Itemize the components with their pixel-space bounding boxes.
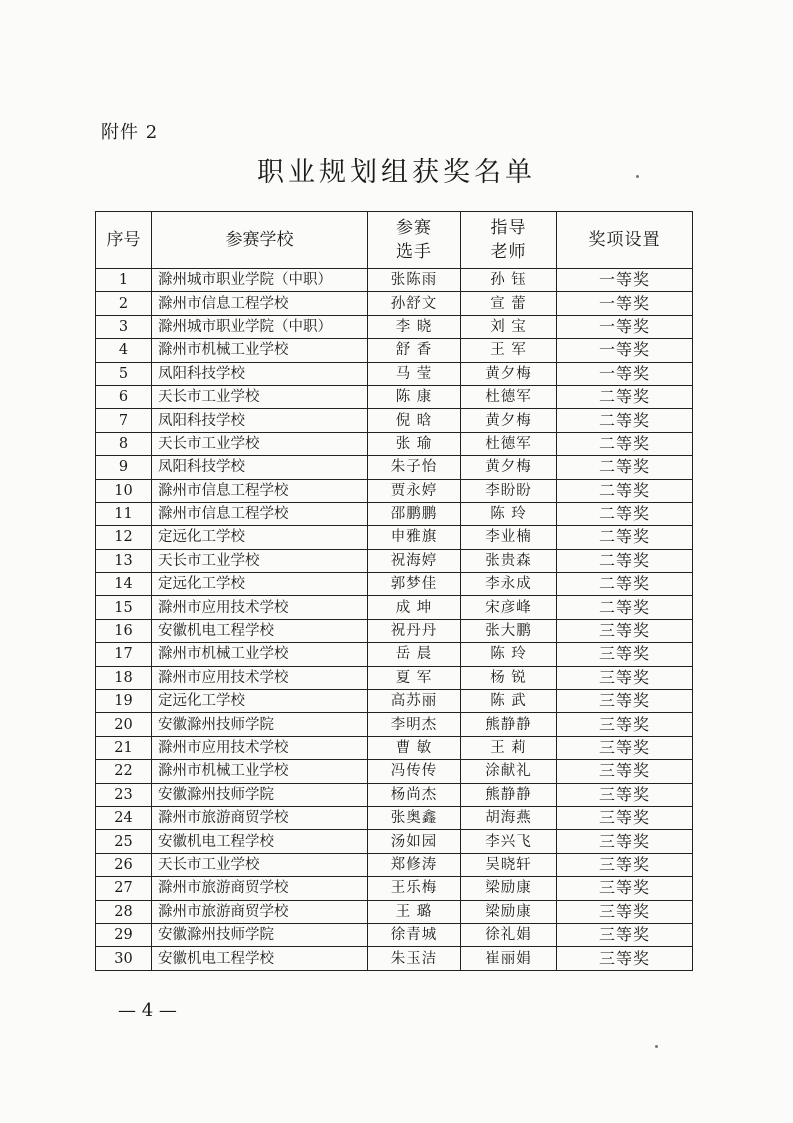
cell-teacher: 涂献礼: [461, 760, 557, 783]
cell-award: 三等奖: [557, 877, 693, 900]
cell-no: 18: [96, 666, 152, 689]
cell-student: 朱玉洁: [368, 947, 461, 970]
cell-no: 15: [96, 596, 152, 619]
cell-award: 三等奖: [557, 666, 693, 689]
cell-award: 一等奖: [557, 292, 693, 315]
cell-teacher: 徐礼娟: [461, 923, 557, 946]
cell-no: 19: [96, 690, 152, 713]
cell-school: 安徽滁州技师学院: [152, 923, 368, 946]
cell-no: 12: [96, 526, 152, 549]
header-student: [368, 212, 461, 269]
cell-teacher: 李兴飞: [461, 830, 557, 853]
cell-no: 17: [96, 643, 152, 666]
header-teacher-line1: 指导: [490, 218, 527, 238]
cell-no: 22: [96, 760, 152, 783]
cell-no: 27: [96, 877, 152, 900]
cell-no: 28: [96, 900, 152, 923]
cell-student: 朱子怡: [368, 456, 461, 479]
cell-no: 10: [96, 479, 152, 502]
cell-student: 汤如园: [368, 830, 461, 853]
cell-teacher: 梁励康: [461, 877, 557, 900]
cell-award: 二等奖: [557, 385, 693, 408]
cell-teacher: 陈 武: [461, 690, 557, 713]
cell-teacher: 孙 钰: [461, 269, 557, 292]
cell-student: 徐青城: [368, 923, 461, 946]
cell-no: 7: [96, 409, 152, 432]
cell-no: 5: [96, 362, 152, 385]
cell-school: 安徽滁州技师学院: [152, 783, 368, 806]
cell-teacher: 宣 蕾: [461, 292, 557, 315]
table-row: [96, 456, 693, 479]
cell-award: 三等奖: [557, 900, 693, 923]
cell-school: 滁州市机械工业学校: [152, 339, 368, 362]
cell-award: 二等奖: [557, 596, 693, 619]
table-row: [96, 643, 693, 666]
header-award: 奖项设置: [557, 212, 693, 269]
cell-no: 25: [96, 830, 152, 853]
cell-award: 二等奖: [557, 549, 693, 572]
cell-teacher: 王 莉: [461, 736, 557, 759]
table-row: [96, 666, 693, 689]
cell-award: 一等奖: [557, 362, 693, 385]
cell-award: 二等奖: [557, 502, 693, 525]
cell-award: 二等奖: [557, 526, 693, 549]
cell-no: 16: [96, 619, 152, 642]
scan-speck: [655, 1045, 658, 1048]
cell-award: 三等奖: [557, 619, 693, 642]
table-row: [96, 362, 693, 385]
cell-school: 凤阳科技学校: [152, 409, 368, 432]
cell-teacher: 李盼盼: [461, 479, 557, 502]
cell-no: 1: [96, 269, 152, 292]
cell-student: 邵鹏鹏: [368, 502, 461, 525]
cell-student: 冯传传: [368, 760, 461, 783]
cell-award: 二等奖: [557, 479, 693, 502]
cell-no: 13: [96, 549, 152, 572]
cell-teacher: 胡海燕: [461, 806, 557, 829]
cell-teacher: 杜德军: [461, 385, 557, 408]
cell-teacher: 吴晓轩: [461, 853, 557, 876]
cell-award: 三等奖: [557, 760, 693, 783]
table-row: [96, 502, 693, 525]
cell-award: 二等奖: [557, 573, 693, 596]
cell-teacher: 梁励康: [461, 900, 557, 923]
cell-school: 天长市工业学校: [152, 549, 368, 572]
cell-student: 祝海婷: [368, 549, 461, 572]
cell-teacher: 陈 玲: [461, 643, 557, 666]
cell-school: 安徽机电工程学校: [152, 830, 368, 853]
table-row: [96, 736, 693, 759]
table-row: [96, 432, 693, 455]
cell-student: 张陈雨: [368, 269, 461, 292]
cell-school: 滁州市旅游商贸学校: [152, 877, 368, 900]
table-row: [96, 596, 693, 619]
cell-award: 一等奖: [557, 339, 693, 362]
table-row: [96, 269, 693, 292]
table-row: [96, 947, 693, 970]
cell-teacher: 刘 宝: [461, 315, 557, 338]
cell-student: 张 瑜: [368, 432, 461, 455]
cell-student: 高苏丽: [368, 690, 461, 713]
table-row: [96, 923, 693, 946]
cell-school: 凤阳科技学校: [152, 362, 368, 385]
page-title: 职业规划组获奖名单: [257, 157, 536, 188]
table-row: [96, 479, 693, 502]
cell-no: 6: [96, 385, 152, 408]
cell-school: 滁州市应用技术学校: [152, 596, 368, 619]
table-row: [96, 830, 693, 853]
cell-teacher: 张贵森: [461, 549, 557, 572]
cell-teacher: 宋彦峰: [461, 596, 557, 619]
cell-no: 21: [96, 736, 152, 759]
table-row: [96, 549, 693, 572]
table-row: [96, 292, 693, 315]
page-number: — 4 —: [118, 1000, 177, 1021]
cell-award: 一等奖: [557, 315, 693, 338]
cell-school: 定远化工学校: [152, 573, 368, 596]
table-row: [96, 619, 693, 642]
cell-student: 王 璐: [368, 900, 461, 923]
cell-school: 安徽滁州技师学院: [152, 713, 368, 736]
table-row: [96, 783, 693, 806]
cell-no: 20: [96, 713, 152, 736]
cell-award: 三等奖: [557, 947, 693, 970]
header-student-line1: 参赛: [396, 218, 432, 238]
header-teacher-line2: 老师: [490, 242, 527, 262]
cell-award: 二等奖: [557, 456, 693, 479]
scan-speck: [636, 175, 639, 178]
cell-student: 夏 军: [368, 666, 461, 689]
cell-teacher: 黄夕梅: [461, 409, 557, 432]
cell-award: 二等奖: [557, 432, 693, 455]
cell-student: 郭梦佳: [368, 573, 461, 596]
table-header-row: [96, 212, 693, 269]
cell-student: 孙舒文: [368, 292, 461, 315]
cell-school: 滁州市信息工程学校: [152, 502, 368, 525]
table-row: [96, 690, 693, 713]
cell-student: 王乐梅: [368, 877, 461, 900]
cell-student: 郑修涛: [368, 853, 461, 876]
cell-school: 安徽机电工程学校: [152, 619, 368, 642]
cell-school: 凤阳科技学校: [152, 456, 368, 479]
cell-award: 三等奖: [557, 923, 693, 946]
table-row: [96, 853, 693, 876]
cell-teacher: 王 军: [461, 339, 557, 362]
header-no: 序号: [96, 212, 152, 269]
table-row: [96, 713, 693, 736]
cell-school: 滁州市信息工程学校: [152, 292, 368, 315]
cell-school: 滁州市旅游商贸学校: [152, 900, 368, 923]
cell-no: 8: [96, 432, 152, 455]
cell-award: 三等奖: [557, 690, 693, 713]
cell-student: 申雅旗: [368, 526, 461, 549]
cell-award: 三等奖: [557, 853, 693, 876]
cell-award: 三等奖: [557, 806, 693, 829]
cell-student: 曹 敏: [368, 736, 461, 759]
cell-student: 李 晓: [368, 315, 461, 338]
cell-no: 23: [96, 783, 152, 806]
table-row: [96, 760, 693, 783]
header-student-line2: 选手: [396, 242, 432, 262]
cell-student: 祝丹丹: [368, 619, 461, 642]
cell-student: 马 莹: [368, 362, 461, 385]
table-row: [96, 385, 693, 408]
cell-no: 26: [96, 853, 152, 876]
cell-teacher: 熊静静: [461, 713, 557, 736]
attachment-label: 附件 2: [101, 122, 159, 143]
cell-teacher: 陈 玲: [461, 502, 557, 525]
table-row: [96, 315, 693, 338]
cell-school: 滁州城市职业学院（中职）: [152, 315, 368, 338]
cell-school: 天长市工业学校: [152, 432, 368, 455]
table-row: [96, 526, 693, 549]
header-teacher: [461, 212, 557, 269]
cell-teacher: 杨 锐: [461, 666, 557, 689]
cell-award: 一等奖: [557, 269, 693, 292]
cell-award: 二等奖: [557, 409, 693, 432]
cell-school: 滁州市信息工程学校: [152, 479, 368, 502]
cell-student: 张奥鑫: [368, 806, 461, 829]
header-school: 参赛学校: [152, 212, 368, 269]
cell-award: 三等奖: [557, 643, 693, 666]
cell-school: 定远化工学校: [152, 526, 368, 549]
cell-teacher: 黄夕梅: [461, 362, 557, 385]
cell-teacher: 李永成: [461, 573, 557, 596]
cell-award: 三等奖: [557, 783, 693, 806]
cell-no: 14: [96, 573, 152, 596]
award-table: [95, 211, 693, 971]
cell-school: 定远化工学校: [152, 690, 368, 713]
table-row: [96, 900, 693, 923]
table-row: [96, 877, 693, 900]
table-row: [96, 573, 693, 596]
cell-no: 29: [96, 923, 152, 946]
cell-no: 3: [96, 315, 152, 338]
cell-school: 安徽机电工程学校: [152, 947, 368, 970]
cell-student: 杨尚杰: [368, 783, 461, 806]
cell-no: 24: [96, 806, 152, 829]
cell-student: 舒 香: [368, 339, 461, 362]
cell-teacher: 杜德军: [461, 432, 557, 455]
cell-no: 9: [96, 456, 152, 479]
cell-award: 三等奖: [557, 713, 693, 736]
cell-no: 11: [96, 502, 152, 525]
cell-teacher: 张大鹏: [461, 619, 557, 642]
cell-teacher: 黄夕梅: [461, 456, 557, 479]
table-row: [96, 806, 693, 829]
cell-student: 岳 晨: [368, 643, 461, 666]
cell-no: 4: [96, 339, 152, 362]
table-body: [96, 269, 693, 971]
cell-school: 天长市工业学校: [152, 385, 368, 408]
cell-school: 滁州市机械工业学校: [152, 760, 368, 783]
cell-no: 2: [96, 292, 152, 315]
cell-school: 滁州市应用技术学校: [152, 666, 368, 689]
cell-award: 三等奖: [557, 736, 693, 759]
cell-school: 滁州城市职业学院（中职）: [152, 269, 368, 292]
table-row: [96, 409, 693, 432]
cell-no: 30: [96, 947, 152, 970]
cell-teacher: 熊静静: [461, 783, 557, 806]
cell-student: 贾永婷: [368, 479, 461, 502]
cell-student: 陈 康: [368, 385, 461, 408]
cell-teacher: 崔丽娟: [461, 947, 557, 970]
cell-school: 滁州市机械工业学校: [152, 643, 368, 666]
table-row: [96, 339, 693, 362]
cell-award: 三等奖: [557, 830, 693, 853]
cell-teacher: 李业楠: [461, 526, 557, 549]
cell-student: 李明杰: [368, 713, 461, 736]
cell-student: 倪 晗: [368, 409, 461, 432]
cell-school: 滁州市应用技术学校: [152, 736, 368, 759]
cell-school: 天长市工业学校: [152, 853, 368, 876]
cell-student: 成 坤: [368, 596, 461, 619]
cell-school: 滁州市旅游商贸学校: [152, 806, 368, 829]
